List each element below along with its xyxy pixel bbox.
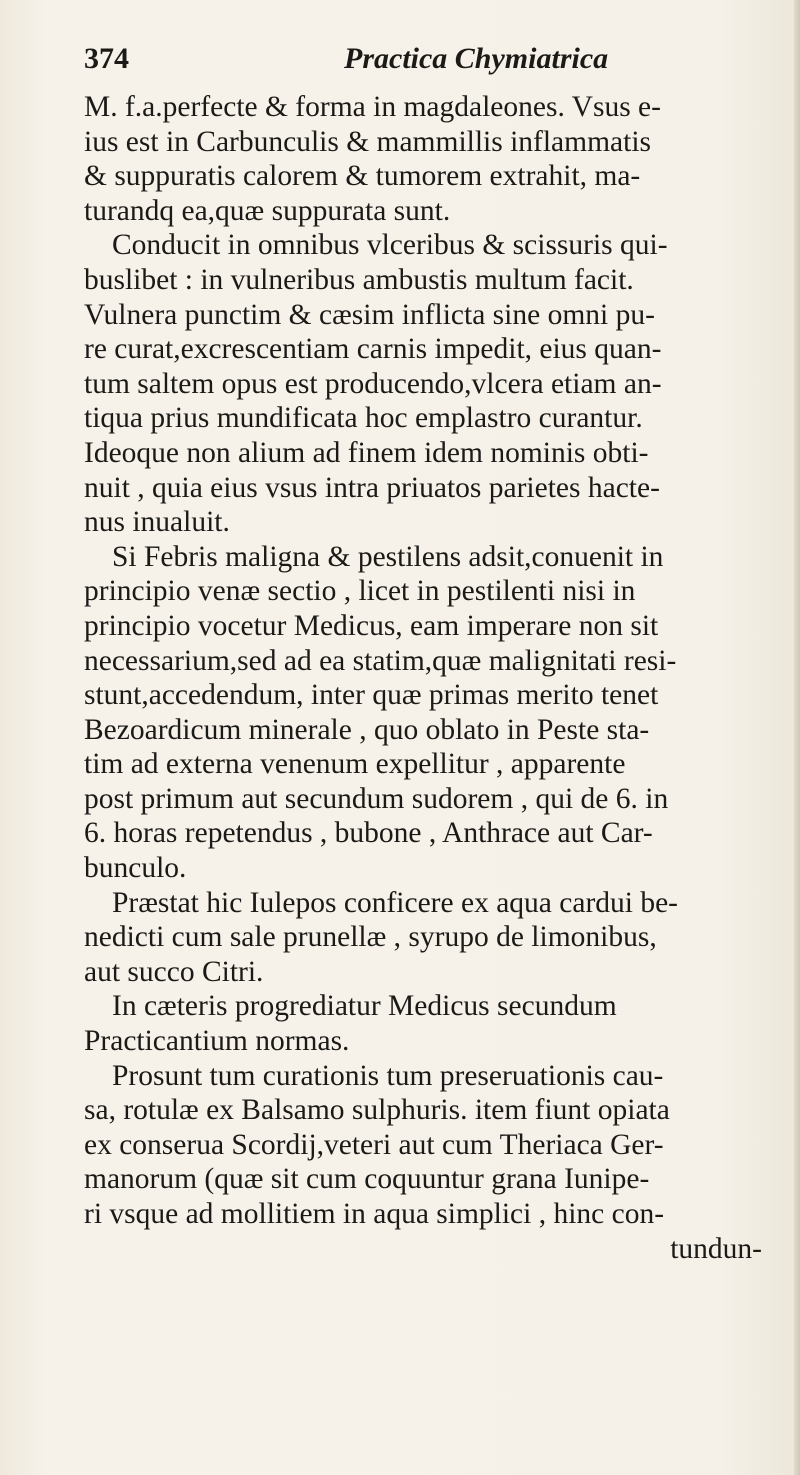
text-line: ri vsque ad mollitiem in aqua simplici , hinc con-: [84, 1198, 665, 1230]
text-line: Practicantium normas.: [84, 1025, 350, 1058]
page-number: 374: [84, 42, 129, 75]
text-line: aut succo Citri.: [84, 955, 264, 988]
text-line: Si Febris maligna & pestilens adsit,conuenit in: [112, 540, 664, 573]
text-line: nedicti cum sale prunellæ , syrupo de limonibus,: [84, 921, 657, 954]
catchword: tundun-: [670, 1232, 762, 1265]
text-line: turandq ea,quæ suppurata sunt.: [84, 194, 451, 227]
text-line: tiqua prius mundificata hoc emplastro curantur.: [84, 402, 643, 435]
text-line: Præstat hic Iulepos conficere ex aqua cardui be-: [112, 886, 679, 919]
text-line: Ideoque non alium ad finem idem nominis obti-: [84, 436, 649, 469]
page-edge: [794, 0, 800, 1475]
text-line: sa, rotulæ ex Balsamo sulphuris. item fiunt opiata: [84, 1094, 670, 1127]
text-line: nuit , quia eius vsus intra priuatos parietes hacte-: [84, 471, 660, 504]
text-line: M. f.a.perfecte & forma in magdaleones. Vsus e-: [84, 91, 661, 123]
text-line: principio venæ sectio , licet in pestilenti nisi in: [84, 575, 636, 608]
text-line: Bezoardicum minerale , quo oblato in Peste sta-: [84, 713, 650, 746]
text-line: buslibet : in vulneribus ambustis multum facit.: [84, 263, 634, 296]
text-line: Prosunt tum curationis tum preseruationis cau-: [112, 1059, 664, 1092]
text-line: tim ad externa venenum expellitur , apparente: [84, 748, 626, 781]
text-line: post primum aut secundum sudorem , qui de 6. in: [84, 782, 669, 815]
text-line: stunt,accedendum, inter quæ primas merito tenet: [84, 679, 659, 712]
text-line: necessarium,sed ad ea statim,quæ malignitati resi-: [84, 644, 677, 677]
text-line: ex conserua Scordij,veteri aut cum Theriaca Ger-: [84, 1128, 664, 1161]
text-line: re curat,excrescentiam carnis impedit, eius quan-: [84, 333, 662, 366]
text-line: tum saltem opus est producendo,vlcera etiam an-: [84, 367, 662, 400]
text-line: & suppuratis calorem & tumorem extrahit, ma-: [84, 160, 641, 193]
text-line: nus inualuit.: [84, 506, 230, 539]
text-line: Conducit in omnibus vlceribus & scissuris qui-: [112, 229, 668, 262]
running-title: Practica Chymiatrica: [344, 42, 609, 75]
text-line: manorum (quæ sit cum coquuntur grana Iunipe-: [84, 1163, 650, 1196]
text-line: 6. horas repetendus , bubone , Anthrace aut Car-: [84, 817, 653, 850]
text-line: ius est in Carbunculis & mammillis inflammatis: [84, 125, 652, 158]
text-line: bunculo.: [84, 852, 187, 885]
page-header: [84, 42, 760, 82]
text-line: principio vocetur Medicus, eam imperare non sit: [84, 609, 659, 642]
body-text: [84, 90, 766, 1266]
text-line: In cæteris progrediatur Medicus secundum: [112, 990, 617, 1023]
text-line: Vulnera punctim & cæsim inflicta sine omni pu-: [84, 298, 655, 331]
